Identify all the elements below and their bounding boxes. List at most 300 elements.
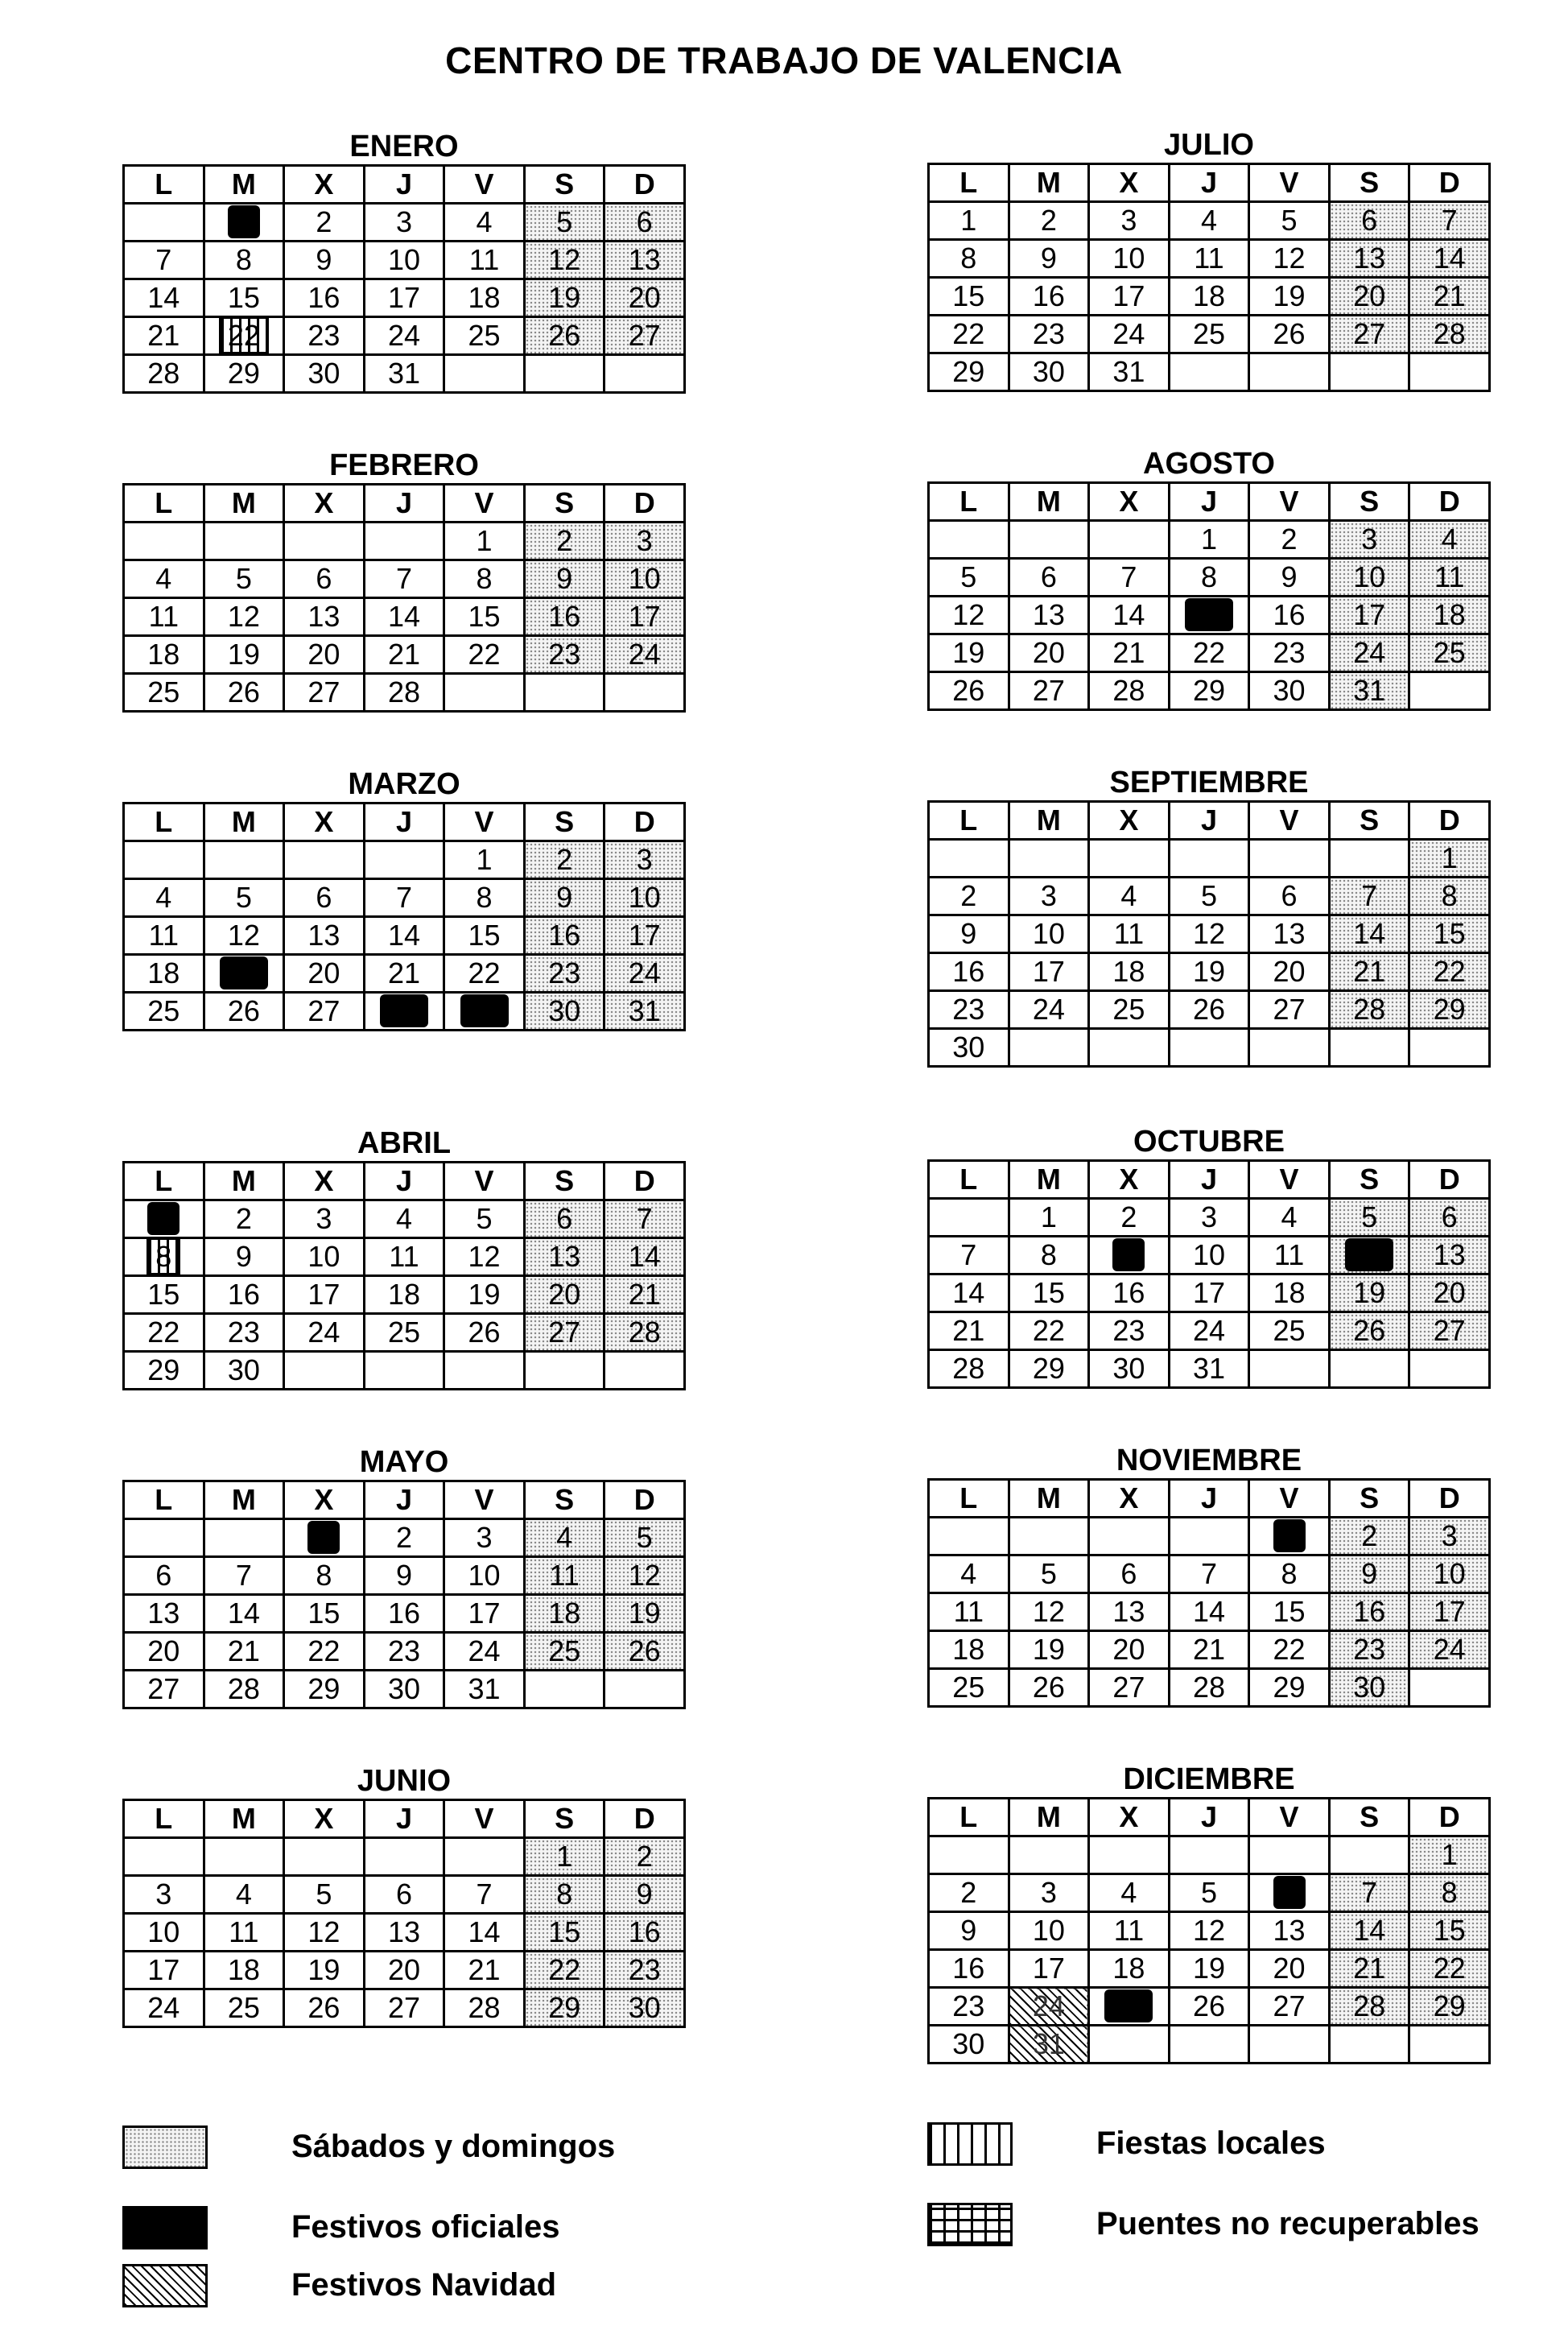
day-cell bbox=[1409, 953, 1490, 991]
day-cell bbox=[364, 1314, 444, 1352]
week-row bbox=[929, 597, 1490, 634]
day-number: 23 bbox=[1353, 1633, 1386, 1666]
day-cell bbox=[444, 993, 525, 1031]
empty-day-cell bbox=[1089, 1836, 1170, 1874]
day-number: 3 bbox=[395, 205, 412, 238]
day-number: 21 bbox=[468, 1953, 501, 1986]
day-cell bbox=[204, 598, 284, 636]
day-cell bbox=[364, 879, 444, 917]
week-row bbox=[929, 915, 1490, 953]
day-cell bbox=[1249, 1988, 1330, 2026]
day-number: 18 bbox=[1112, 955, 1145, 988]
day-number: 4 bbox=[960, 1557, 977, 1590]
week-row bbox=[124, 355, 685, 393]
week-row bbox=[929, 634, 1490, 672]
weekday-header: X bbox=[1089, 164, 1170, 202]
day-number: 28 bbox=[1353, 1989, 1386, 2022]
day-number: 10 bbox=[1192, 1238, 1225, 1271]
day-cell bbox=[524, 560, 605, 598]
empty-day-cell bbox=[204, 841, 284, 879]
empty-day-cell bbox=[1009, 1518, 1089, 1555]
week-row bbox=[929, 1593, 1490, 1631]
day-number: 2 bbox=[395, 1521, 412, 1554]
month-mayo bbox=[122, 1444, 686, 1709]
day-number: 22 bbox=[548, 1953, 581, 1986]
day-cell bbox=[1329, 953, 1409, 991]
day-cell bbox=[204, 1989, 284, 2027]
day-cell bbox=[124, 1238, 204, 1276]
day-number: 26 bbox=[548, 319, 581, 352]
weekday-header: S bbox=[1329, 483, 1409, 521]
day-cell bbox=[124, 1633, 204, 1671]
weekday-header: D bbox=[605, 804, 685, 841]
day-number: 13 bbox=[1273, 917, 1306, 950]
weekday-header: M bbox=[204, 1800, 284, 1838]
day-cell bbox=[364, 317, 444, 355]
day-cell bbox=[124, 636, 204, 674]
day-cell bbox=[1009, 1237, 1089, 1274]
day-number: 24 bbox=[1112, 317, 1145, 350]
empty-day-cell bbox=[605, 674, 685, 712]
day-number: 19 bbox=[307, 1953, 340, 1986]
day-number: 30 bbox=[952, 1031, 985, 1064]
day-number: 28 bbox=[380, 994, 428, 1027]
day-number: 28 bbox=[387, 675, 420, 709]
day-number: 11 bbox=[1194, 242, 1224, 275]
week-row bbox=[929, 1836, 1490, 1874]
day-number: 5 bbox=[1361, 1200, 1378, 1233]
day-number: 7 bbox=[235, 1559, 252, 1592]
day-cell bbox=[1009, 559, 1089, 597]
day-number: 19 bbox=[227, 638, 260, 671]
day-cell bbox=[929, 1312, 1009, 1350]
day-cell bbox=[1329, 1631, 1409, 1669]
day-cell bbox=[124, 355, 204, 393]
day-cell bbox=[124, 674, 204, 712]
day-number: 5 bbox=[235, 881, 252, 914]
day-number: 28 bbox=[952, 1352, 985, 1385]
day-cell bbox=[929, 240, 1009, 278]
day-number: 10 bbox=[1112, 242, 1145, 275]
day-number: 31 bbox=[628, 994, 661, 1027]
day-number: 14 bbox=[387, 600, 420, 633]
day-number: 1 bbox=[556, 1840, 573, 1873]
day-number: 19 bbox=[220, 956, 268, 989]
day-number: 18 bbox=[147, 638, 180, 671]
day-cell bbox=[1329, 1274, 1409, 1312]
day-cell bbox=[605, 560, 685, 598]
day-number: 16 bbox=[548, 919, 581, 952]
day-cell bbox=[1169, 202, 1249, 240]
day-cell bbox=[364, 917, 444, 955]
day-cell bbox=[124, 1200, 204, 1238]
day-number: 18 bbox=[387, 1278, 420, 1311]
day-cell bbox=[1409, 1836, 1490, 1874]
week-row bbox=[929, 521, 1490, 559]
weekday-header: J bbox=[364, 1800, 444, 1838]
day-number: 14 bbox=[1353, 1914, 1386, 1947]
day-cell bbox=[605, 1914, 685, 1952]
day-number: 22 bbox=[468, 956, 501, 989]
day-number: 15 bbox=[1433, 1914, 1466, 1947]
day-number: 4 bbox=[1120, 879, 1137, 912]
weekday-header: M bbox=[204, 166, 284, 204]
week-row bbox=[929, 1988, 1490, 2026]
day-cell bbox=[1009, 1988, 1089, 2026]
day-number: 27 bbox=[387, 1991, 420, 2024]
day-number: 2 bbox=[636, 1840, 653, 1873]
day-number: 22 bbox=[468, 638, 501, 671]
weekday-header-row bbox=[929, 802, 1490, 840]
day-cell bbox=[124, 1557, 204, 1595]
day-number: 28 bbox=[1112, 674, 1145, 707]
day-cell bbox=[1009, 1274, 1089, 1312]
day-cell bbox=[1409, 1274, 1490, 1312]
weekday-header: L bbox=[124, 1163, 204, 1200]
day-number: 1 bbox=[1273, 1519, 1306, 1552]
day-cell bbox=[1089, 1274, 1170, 1312]
week-row bbox=[929, 840, 1490, 878]
weekday-header: J bbox=[1169, 1480, 1249, 1518]
day-number: 30 bbox=[387, 1672, 420, 1705]
day-number: 13 bbox=[147, 1597, 180, 1630]
month-table bbox=[927, 163, 1491, 392]
day-number: 17 bbox=[1032, 1952, 1065, 1985]
day-number: 22 bbox=[219, 316, 269, 354]
day-cell bbox=[284, 598, 365, 636]
month-table bbox=[122, 802, 686, 1031]
weekday-header: V bbox=[1249, 802, 1330, 840]
day-cell bbox=[204, 1914, 284, 1952]
weekday-header: L bbox=[124, 485, 204, 523]
weekday-header: X bbox=[1089, 802, 1170, 840]
day-number: 19 bbox=[468, 1278, 501, 1311]
day-number: 13 bbox=[307, 919, 340, 952]
day-number: 3 bbox=[1200, 1200, 1217, 1233]
day-number: 7 bbox=[395, 881, 412, 914]
day-number: 20 bbox=[147, 1634, 180, 1667]
day-number: 10 bbox=[1353, 560, 1386, 593]
day-number: 6 bbox=[1273, 1876, 1306, 1909]
day-cell bbox=[929, 597, 1009, 634]
day-number: 6 bbox=[556, 1202, 573, 1235]
week-row bbox=[124, 1238, 685, 1276]
day-cell bbox=[524, 1914, 605, 1952]
day-number: 25 bbox=[147, 994, 180, 1027]
day-number: 15 bbox=[227, 281, 260, 314]
day-cell bbox=[364, 636, 444, 674]
weekday-header: L bbox=[929, 802, 1009, 840]
day-cell bbox=[204, 560, 284, 598]
day-number: 22 bbox=[1032, 1314, 1065, 1347]
empty-day-cell bbox=[929, 1836, 1009, 1874]
weekday-header: J bbox=[1169, 1799, 1249, 1836]
day-number: 2 bbox=[1361, 1519, 1378, 1552]
day-number: 21 bbox=[1192, 1633, 1225, 1666]
day-number: 26 bbox=[307, 1991, 340, 2024]
day-cell bbox=[524, 1838, 605, 1876]
day-cell bbox=[284, 636, 365, 674]
day-cell bbox=[1169, 1274, 1249, 1312]
empty-day-cell bbox=[929, 840, 1009, 878]
day-cell bbox=[124, 1352, 204, 1390]
weekday-header-row bbox=[929, 1161, 1490, 1199]
empty-day-cell bbox=[124, 841, 204, 879]
empty-day-cell bbox=[1169, 353, 1249, 391]
weekday-header: L bbox=[929, 1161, 1009, 1199]
day-cell bbox=[1009, 240, 1089, 278]
week-row bbox=[124, 1671, 685, 1708]
week-row bbox=[124, 1633, 685, 1671]
day-cell bbox=[524, 636, 605, 674]
day-cell bbox=[364, 1595, 444, 1633]
day-cell bbox=[605, 1838, 685, 1876]
day-number: 7 bbox=[476, 1878, 493, 1911]
month-junio bbox=[122, 1763, 686, 2028]
day-number: 27 bbox=[1353, 317, 1386, 350]
day-number: 11 bbox=[1113, 917, 1145, 950]
day-number: 20 bbox=[1433, 1276, 1466, 1309]
day-cell bbox=[1089, 202, 1170, 240]
empty-day-cell bbox=[1409, 2026, 1490, 2064]
day-cell bbox=[1249, 316, 1330, 353]
day-cell bbox=[1009, 1631, 1089, 1669]
day-cell bbox=[204, 279, 284, 317]
day-cell bbox=[1009, 991, 1089, 1029]
day-cell bbox=[1409, 878, 1490, 915]
day-cell bbox=[605, 1519, 685, 1557]
day-number: 11 bbox=[953, 1595, 984, 1628]
empty-day-cell bbox=[124, 1838, 204, 1876]
day-cell bbox=[1089, 1912, 1170, 1950]
empty-day-cell bbox=[284, 1352, 365, 1390]
week-row bbox=[124, 204, 685, 242]
week-row bbox=[124, 317, 685, 355]
month-table bbox=[122, 1161, 686, 1390]
week-row bbox=[124, 1989, 685, 2027]
empty-day-cell bbox=[1009, 1836, 1089, 1874]
day-cell bbox=[1329, 1593, 1409, 1631]
legend-navidad-label: Festivos Navidad bbox=[291, 2267, 557, 2303]
day-number: 9 bbox=[1281, 560, 1298, 593]
day-number: 4 bbox=[395, 1202, 412, 1235]
day-number: 2 bbox=[556, 843, 573, 876]
month-febrero bbox=[122, 448, 686, 713]
day-number: 25 bbox=[952, 1671, 985, 1704]
day-number: 16 bbox=[387, 1597, 420, 1630]
day-cell bbox=[124, 1952, 204, 1989]
day-number: 30 bbox=[227, 1353, 260, 1386]
weekday-header: J bbox=[364, 485, 444, 523]
day-number: 21 bbox=[952, 1314, 985, 1347]
day-cell bbox=[605, 1276, 685, 1314]
weekday-header: X bbox=[284, 804, 365, 841]
day-cell bbox=[1249, 1593, 1330, 1631]
day-number: 1 bbox=[228, 205, 260, 238]
day-number: 22 bbox=[1192, 636, 1225, 669]
weekday-header: D bbox=[605, 166, 685, 204]
day-cell bbox=[444, 598, 525, 636]
day-cell bbox=[605, 279, 685, 317]
day-cell bbox=[444, 560, 525, 598]
day-cell bbox=[1169, 316, 1249, 353]
day-cell bbox=[1009, 1874, 1089, 1912]
day-number: 9 bbox=[960, 917, 977, 950]
day-cell bbox=[204, 1352, 284, 1390]
day-number: 3 bbox=[1361, 523, 1378, 556]
week-row bbox=[929, 1518, 1490, 1555]
day-number: 1 bbox=[1200, 523, 1217, 556]
day-cell bbox=[284, 1238, 365, 1276]
day-cell bbox=[1409, 1312, 1490, 1350]
day-cell bbox=[284, 279, 365, 317]
day-cell bbox=[1089, 278, 1170, 316]
day-number: 22 bbox=[1433, 1952, 1466, 1985]
day-cell bbox=[1169, 634, 1249, 672]
day-cell bbox=[284, 1914, 365, 1952]
weekday-header: X bbox=[1089, 483, 1170, 521]
day-cell bbox=[1009, 878, 1089, 915]
weekday-header: V bbox=[444, 804, 525, 841]
day-number: 24 bbox=[1433, 1633, 1466, 1666]
empty-day-cell bbox=[284, 841, 365, 879]
day-number: 31 bbox=[387, 357, 420, 390]
day-cell bbox=[1169, 1350, 1249, 1388]
day-cell bbox=[1409, 240, 1490, 278]
weekday-header: S bbox=[524, 485, 605, 523]
day-cell bbox=[284, 560, 365, 598]
day-cell bbox=[1249, 878, 1330, 915]
day-cell bbox=[1409, 1912, 1490, 1950]
day-number: 3 bbox=[476, 1521, 493, 1554]
day-number: 19 bbox=[1273, 279, 1306, 312]
day-cell bbox=[605, 993, 685, 1031]
day-cell bbox=[444, 1989, 525, 2027]
day-number: 20 bbox=[1032, 636, 1065, 669]
day-cell bbox=[1329, 597, 1409, 634]
weekday-header: S bbox=[1329, 1799, 1409, 1836]
day-number: 15 bbox=[1273, 1595, 1306, 1628]
day-cell bbox=[929, 953, 1009, 991]
day-number: 2 bbox=[960, 879, 977, 912]
day-cell bbox=[1249, 991, 1330, 1029]
day-cell bbox=[1409, 1237, 1490, 1274]
day-cell bbox=[929, 1555, 1009, 1593]
weekday-header: V bbox=[444, 1481, 525, 1519]
day-number: 29 bbox=[1433, 993, 1466, 1026]
month-noviembre bbox=[927, 1443, 1491, 1708]
day-cell bbox=[1089, 597, 1170, 634]
day-cell bbox=[1169, 521, 1249, 559]
day-number: 11 bbox=[229, 1915, 259, 1948]
day-number: 14 bbox=[628, 1240, 661, 1273]
day-cell bbox=[1249, 1274, 1330, 1312]
day-cell bbox=[284, 993, 365, 1031]
day-cell bbox=[204, 1276, 284, 1314]
day-number: 4 bbox=[1281, 1200, 1298, 1233]
weekday-header: X bbox=[284, 166, 365, 204]
day-number: 10 bbox=[147, 1915, 180, 1948]
day-number: 22 bbox=[147, 1316, 180, 1349]
day-number: 21 bbox=[628, 1278, 661, 1311]
empty-day-cell bbox=[1169, 1836, 1249, 1874]
empty-day-cell bbox=[364, 1352, 444, 1390]
day-number: 12 bbox=[307, 1915, 340, 1948]
day-number: 12 bbox=[1345, 1238, 1393, 1271]
day-number: 5 bbox=[316, 1878, 332, 1911]
day-number: 10 bbox=[1032, 1914, 1065, 1947]
day-number: 21 bbox=[387, 956, 420, 989]
empty-day-cell bbox=[1249, 1029, 1330, 1067]
empty-day-cell bbox=[524, 1671, 605, 1708]
day-number: 15 bbox=[1032, 1276, 1065, 1309]
day-cell bbox=[444, 1671, 525, 1708]
day-number: 25 bbox=[227, 1991, 260, 2024]
day-cell bbox=[929, 1874, 1009, 1912]
day-cell bbox=[444, 204, 525, 242]
empty-day-cell bbox=[1169, 840, 1249, 878]
weekday-header: M bbox=[1009, 1480, 1089, 1518]
day-cell bbox=[1329, 1237, 1409, 1274]
day-number: 24 bbox=[468, 1634, 501, 1667]
weekday-header: V bbox=[1249, 1480, 1330, 1518]
day-number: 14 bbox=[1192, 1595, 1225, 1628]
weekday-header: L bbox=[929, 1799, 1009, 1836]
day-cell bbox=[1409, 1199, 1490, 1237]
day-cell bbox=[1249, 1312, 1330, 1350]
day-cell bbox=[929, 1237, 1009, 1274]
week-row bbox=[929, 353, 1490, 391]
week-row bbox=[124, 674, 685, 712]
day-cell bbox=[1169, 1669, 1249, 1707]
week-row bbox=[929, 1237, 1490, 1274]
month-name: OCTUBRE bbox=[1133, 1125, 1285, 1159]
day-number: 24 bbox=[1192, 1314, 1225, 1347]
day-cell bbox=[284, 1989, 365, 2027]
month-name: JULIO bbox=[1164, 128, 1254, 162]
day-cell bbox=[1089, 634, 1170, 672]
empty-day-cell bbox=[1329, 1836, 1409, 1874]
day-number: 16 bbox=[952, 1952, 985, 1985]
weekday-header: X bbox=[284, 1163, 365, 1200]
day-cell bbox=[1329, 991, 1409, 1029]
day-number: 3 bbox=[316, 1202, 332, 1235]
day-cell bbox=[524, 1276, 605, 1314]
weekday-header: V bbox=[1249, 1161, 1330, 1199]
day-cell bbox=[284, 1633, 365, 1671]
empty-day-cell bbox=[524, 355, 605, 393]
week-row bbox=[124, 560, 685, 598]
day-cell bbox=[1009, 1669, 1089, 1707]
weekday-header: L bbox=[124, 166, 204, 204]
weekday-header: S bbox=[1329, 164, 1409, 202]
weekday-header: M bbox=[204, 485, 284, 523]
day-number: 8 bbox=[1200, 560, 1217, 593]
day-cell bbox=[1329, 1874, 1409, 1912]
empty-day-cell bbox=[524, 674, 605, 712]
day-cell bbox=[364, 993, 444, 1031]
day-number: 24 bbox=[1032, 1989, 1065, 2022]
day-number: 8 bbox=[146, 1237, 180, 1275]
day-number: 3 bbox=[636, 843, 653, 876]
day-cell bbox=[284, 355, 365, 393]
day-number: 26 bbox=[1192, 993, 1225, 1026]
day-number: 5 bbox=[1200, 879, 1217, 912]
day-number: 17 bbox=[1353, 598, 1386, 631]
day-cell bbox=[284, 1519, 365, 1557]
day-number: 7 bbox=[1361, 879, 1378, 912]
weekday-header: V bbox=[444, 1163, 525, 1200]
